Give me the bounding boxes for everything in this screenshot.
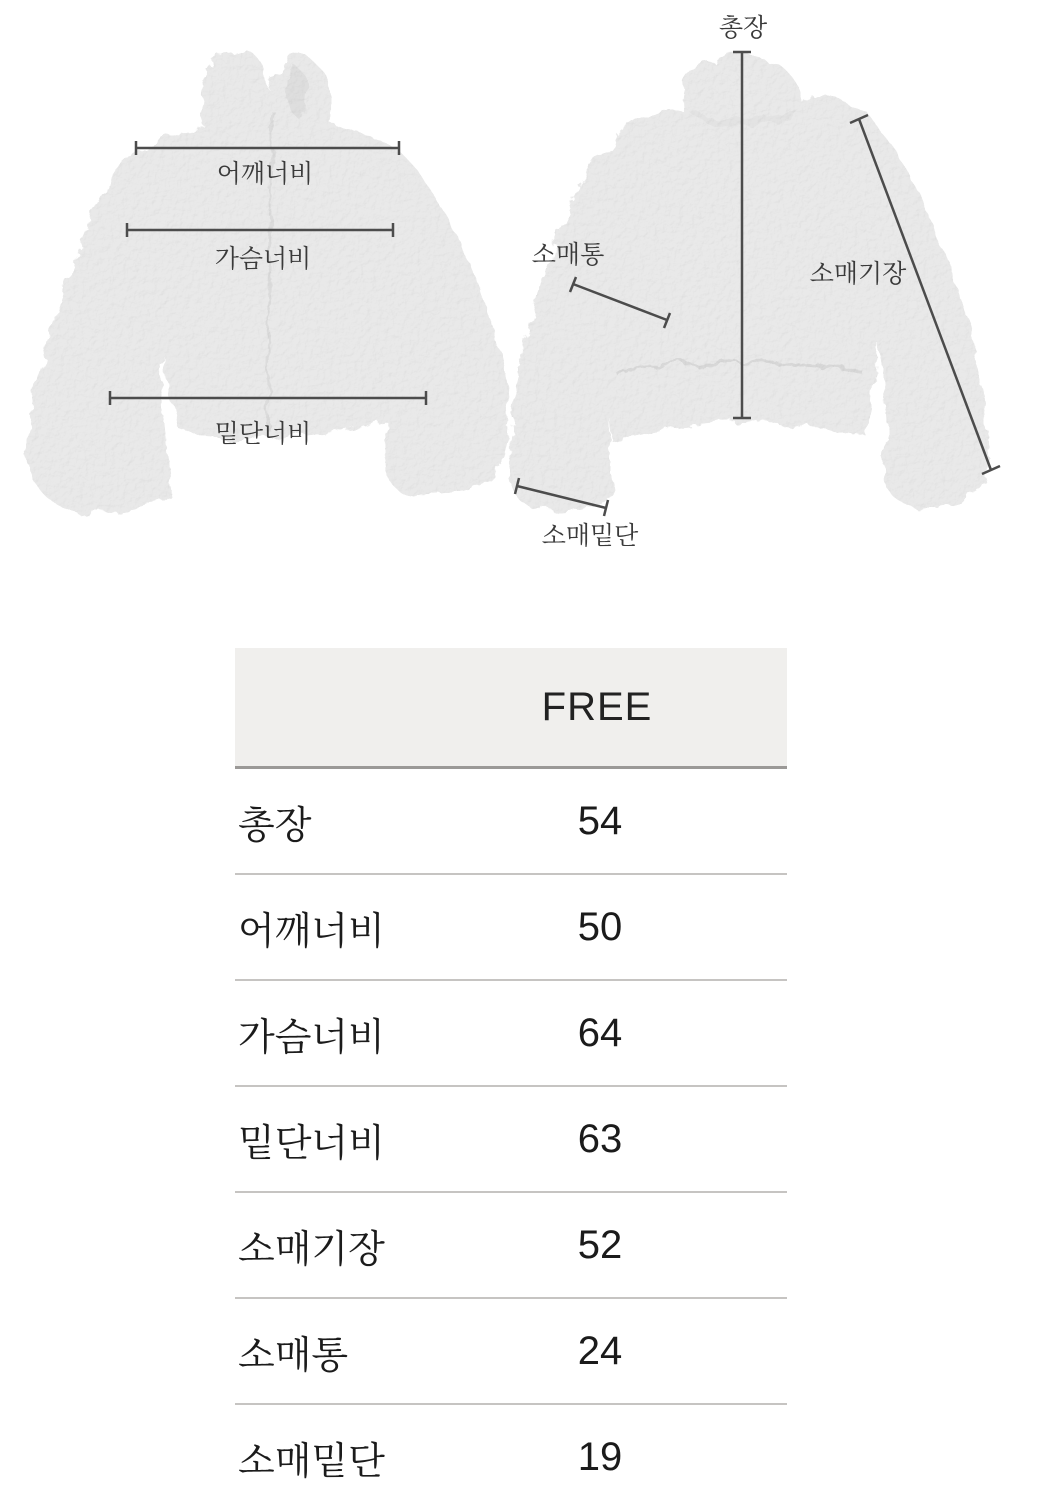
table-row [235, 1299, 787, 1405]
size-table [235, 648, 787, 1500]
hem-width-label: 밑단너비 [214, 420, 312, 448]
table-row [235, 1193, 787, 1299]
measure-label: 총장 [238, 804, 312, 847]
table-row [235, 875, 787, 981]
measure-value: 24 [577, 1328, 623, 1373]
measure-value: 52 [577, 1222, 623, 1267]
size-column-free: FREE [541, 684, 653, 729]
measure-label: 소매밑단 [238, 1440, 385, 1483]
measure-label: 소매기장 [238, 1228, 385, 1271]
sleeve-hem-label: 소매밑단 [541, 522, 639, 550]
table-row [235, 1405, 787, 1500]
table-row [235, 1087, 787, 1193]
garment-measurement-diagram [0, 0, 1041, 600]
measure-value: 64 [577, 1010, 623, 1055]
measure-value: 63 [577, 1116, 623, 1161]
sleeve-length-label: 소매기장 [809, 260, 907, 288]
measure-value: 19 [577, 1434, 623, 1479]
table-row [235, 769, 787, 875]
back-jacket-illustration [509, 55, 988, 512]
measure-label: 가슴너비 [238, 1016, 385, 1059]
size-table-header [235, 648, 787, 769]
total-length-label: 총장 [718, 14, 768, 42]
sleeve-width-label: 소매통 [531, 241, 605, 269]
measure-value: 54 [577, 798, 623, 843]
measure-value: 50 [577, 904, 623, 949]
chest-width-label: 가슴너비 [214, 245, 312, 273]
table-row [235, 981, 787, 1087]
measure-label: 소매통 [238, 1334, 349, 1377]
shoulder-width-label: 어깨너비 [216, 160, 314, 188]
measure-label: 어깨너비 [238, 910, 385, 953]
measure-label: 밑단너비 [238, 1122, 385, 1165]
